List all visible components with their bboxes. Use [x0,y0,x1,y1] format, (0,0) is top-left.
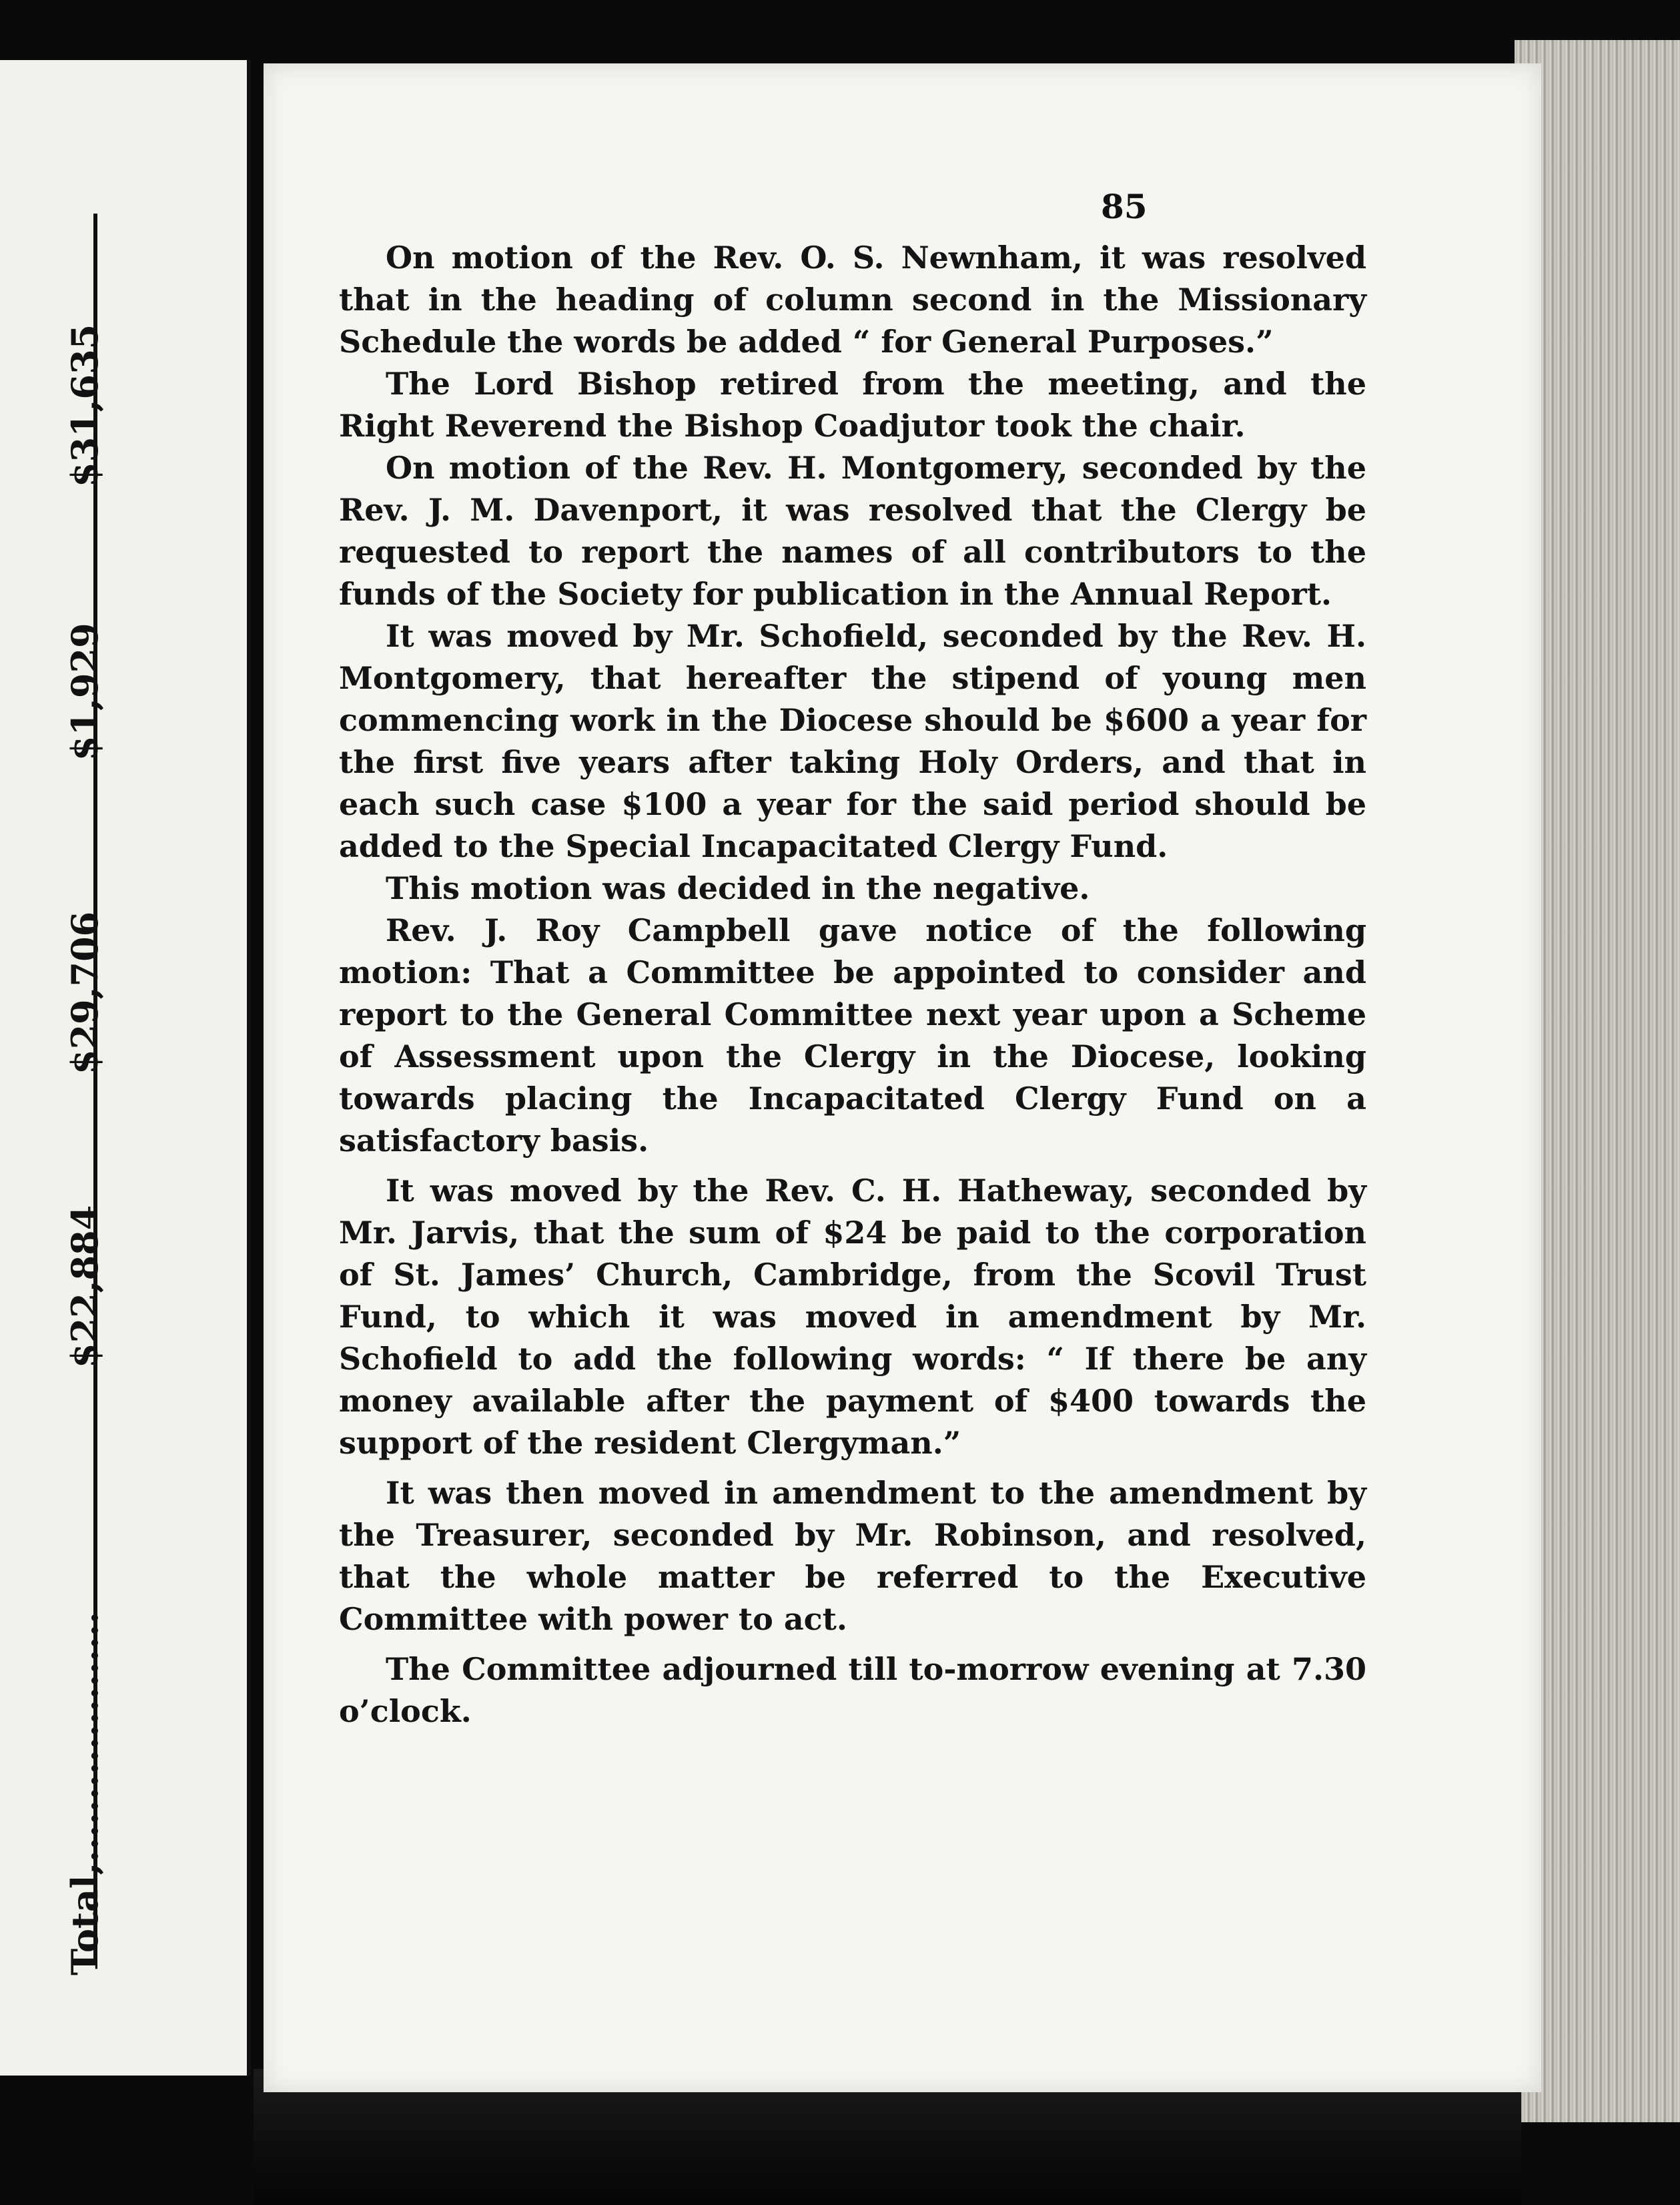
left-page-fragment [0,60,251,2076]
paragraph: This motion was decided in the negative. [386,870,1090,906]
total-value: $31,635 [63,324,106,487]
total-label: Total,.................... [63,1611,106,1975]
paragraph: Rev. J. Roy Campbell gave notice of the following motion: That a Committee be appointed to consider and report to the General Committee next year upon a Scheme of Assessment upon the Clergy in the Diocese, looking towards placing the Incapacitated Clergy Fund on a satisfactory basis. [339,912,1366,1159]
paragraph: On motion of the Rev. H. Montgomery, seconded by the Rev. J. M. Davenport, it was resolved that the Clergy be requested to report the names of all contributors to the funds of the Society for publication in the Annual Report. [339,450,1366,612]
paragraph: The Committee adjourned till to-morrow evening at 7.30 o’clock. [339,1651,1366,1729]
paragraph: The Lord Bishop retired from the meeting, and the Right Reverend the Bishop Coadjutor took the chair. [339,366,1366,444]
body-text [339,237,1366,1732]
paragraph: It was moved by the Rev. C. H. Hatheway, seconded by Mr. Jarvis, that the sum of $24 be paid to the corporation of St. James’ Church, Cambridge, from the Scovil Trust Fund, to which it was moved in amendment by Mr. Schofield to add the following words: “ If there be any money available after the payment of $400 towards the support of the resident Clergyman.” [339,1173,1366,1461]
document-page [264,63,1541,2092]
page-number: 85 [1101,187,1148,226]
total-value: $22,884 [63,1205,106,1368]
total-value: $29,706 [63,911,106,1074]
total-value: $1,929 [63,623,106,761]
paragraph: On motion of the Rev. O. S. Newnham, it was resolved that in the heading of column second in the Missionary Schedule the words be added “ for General Purposes.” [339,240,1366,360]
paragraph: It was moved by Mr. Schofield, seconded by the Rev. H. Montgomery, that hereafter the stipend of young men commencing work in the Diocese should be $600 a year for the first five years after taking Holy Orders, and that in each such case $100 a year for the said period should be added to the Special Incapacitated Clergy Fund. [339,618,1366,864]
paragraph: It was then moved in amendment to the amendment by the Treasurer, seconded by Mr. Robinson, and resolved, that the whole matter be referred to the Executive Committee with power to act. [339,1475,1366,1637]
